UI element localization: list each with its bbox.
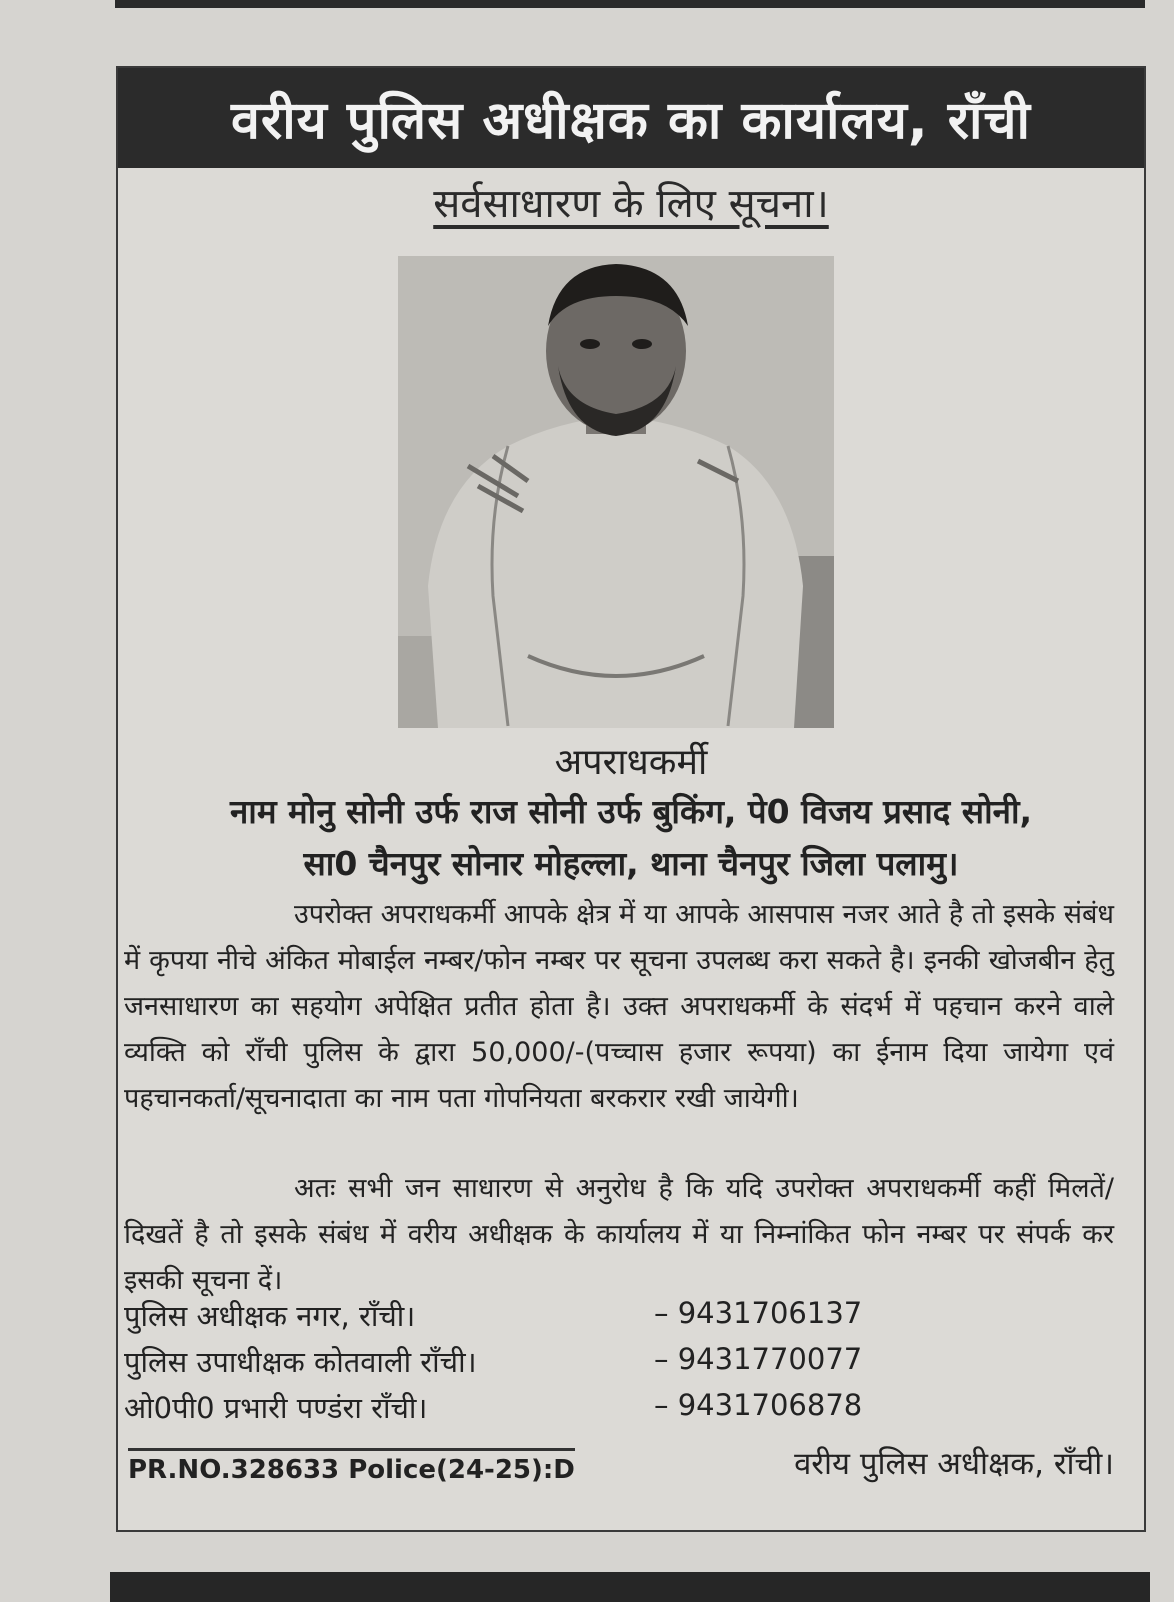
notice-paragraph-1	[124, 892, 1114, 1122]
contact-phone: – 9431706878	[654, 1388, 863, 1422]
suspect-address-line: सा0 चैनपुर सोनार मोहल्ला, थाना चैनपुर जिला पलामु।	[303, 844, 959, 883]
contact-phone: – 9431770077	[654, 1342, 863, 1376]
notice-subtitle: सर्वसाधारण के लिए सूचना।	[433, 181, 829, 227]
notice-paragraph-2	[124, 1166, 1114, 1304]
suspect-photo-illustration	[398, 256, 834, 728]
issuer-signature: वरीय पुलिस अधीक्षक, राँची।	[794, 1446, 1114, 1482]
contact-phone: – 9431706137	[654, 1296, 863, 1330]
suspect-label: अपराधकर्मी	[554, 742, 708, 783]
paragraph-1-text: उपरोक्त अपराधकर्मी आपके क्षेत्र में या आपके आसपास नजर आते है तो इसके संबंध में कृपया नीचे अंकित मोबाईल नम्बर/फोन नम्बर पर सूचना उपलब्ध करा सकते है। इनकी खोजबीन हेतु जनसाधारण का सहयोग अपेक्षित प्रतीत होता है। उक्त अपराधकर्मी के संदर्भ में पहचान करने वाले व्यक्ति को राँची पुलिस के द्वारा 50,000/-(पच्चास हजार रूपया) का ईनाम दिया जायेगा एवं पहचानकर्ता/सूचनादाता का नाम पता गोपनियता बरकरार रखी जायेगी।	[124, 899, 1114, 1114]
police-notice	[116, 66, 1146, 1532]
contact-name: ओ0पी0 प्रभारी पण्डंरा राँची।	[124, 1391, 428, 1425]
suspect-photo	[398, 256, 834, 728]
contact-name: पुलिस अधीक्षक नगर, राँची।	[124, 1299, 416, 1333]
contact-name: पुलिस उपाधीक्षक कोतवाली राँची।	[124, 1345, 477, 1379]
pr-number: PR.NO.328633 Police(24-25):D	[128, 1448, 575, 1485]
newspaper-top-rule	[115, 0, 1145, 8]
notice-title: वरीय पुलिस अधीक्षक का कार्यालय, राँची	[231, 90, 1031, 151]
contact-row	[124, 1296, 864, 1340]
contact-row	[124, 1388, 864, 1432]
suspect-name-line-1: नाम मोनु सोनी उर्फ राज सोनी उर्फ बुकिंग, पे0 विजय प्रसाद सोनी,	[229, 792, 1033, 831]
paragraph-2-text: अतः सभी जन साधारण से अनुरोध है कि यदि उपरोक्त अपराधकर्मी कहीं मिलतें/दिखतें है तो इसके संबंध में वरीय अधीक्षक के कार्यालय में या निम्नांकित फोन नम्बर पर संपर्क कर इसकी सूचना दें।	[124, 1173, 1114, 1296]
notice-header	[118, 68, 1144, 168]
newspaper-bottom-band	[110, 1572, 1150, 1602]
contact-row	[124, 1342, 864, 1386]
